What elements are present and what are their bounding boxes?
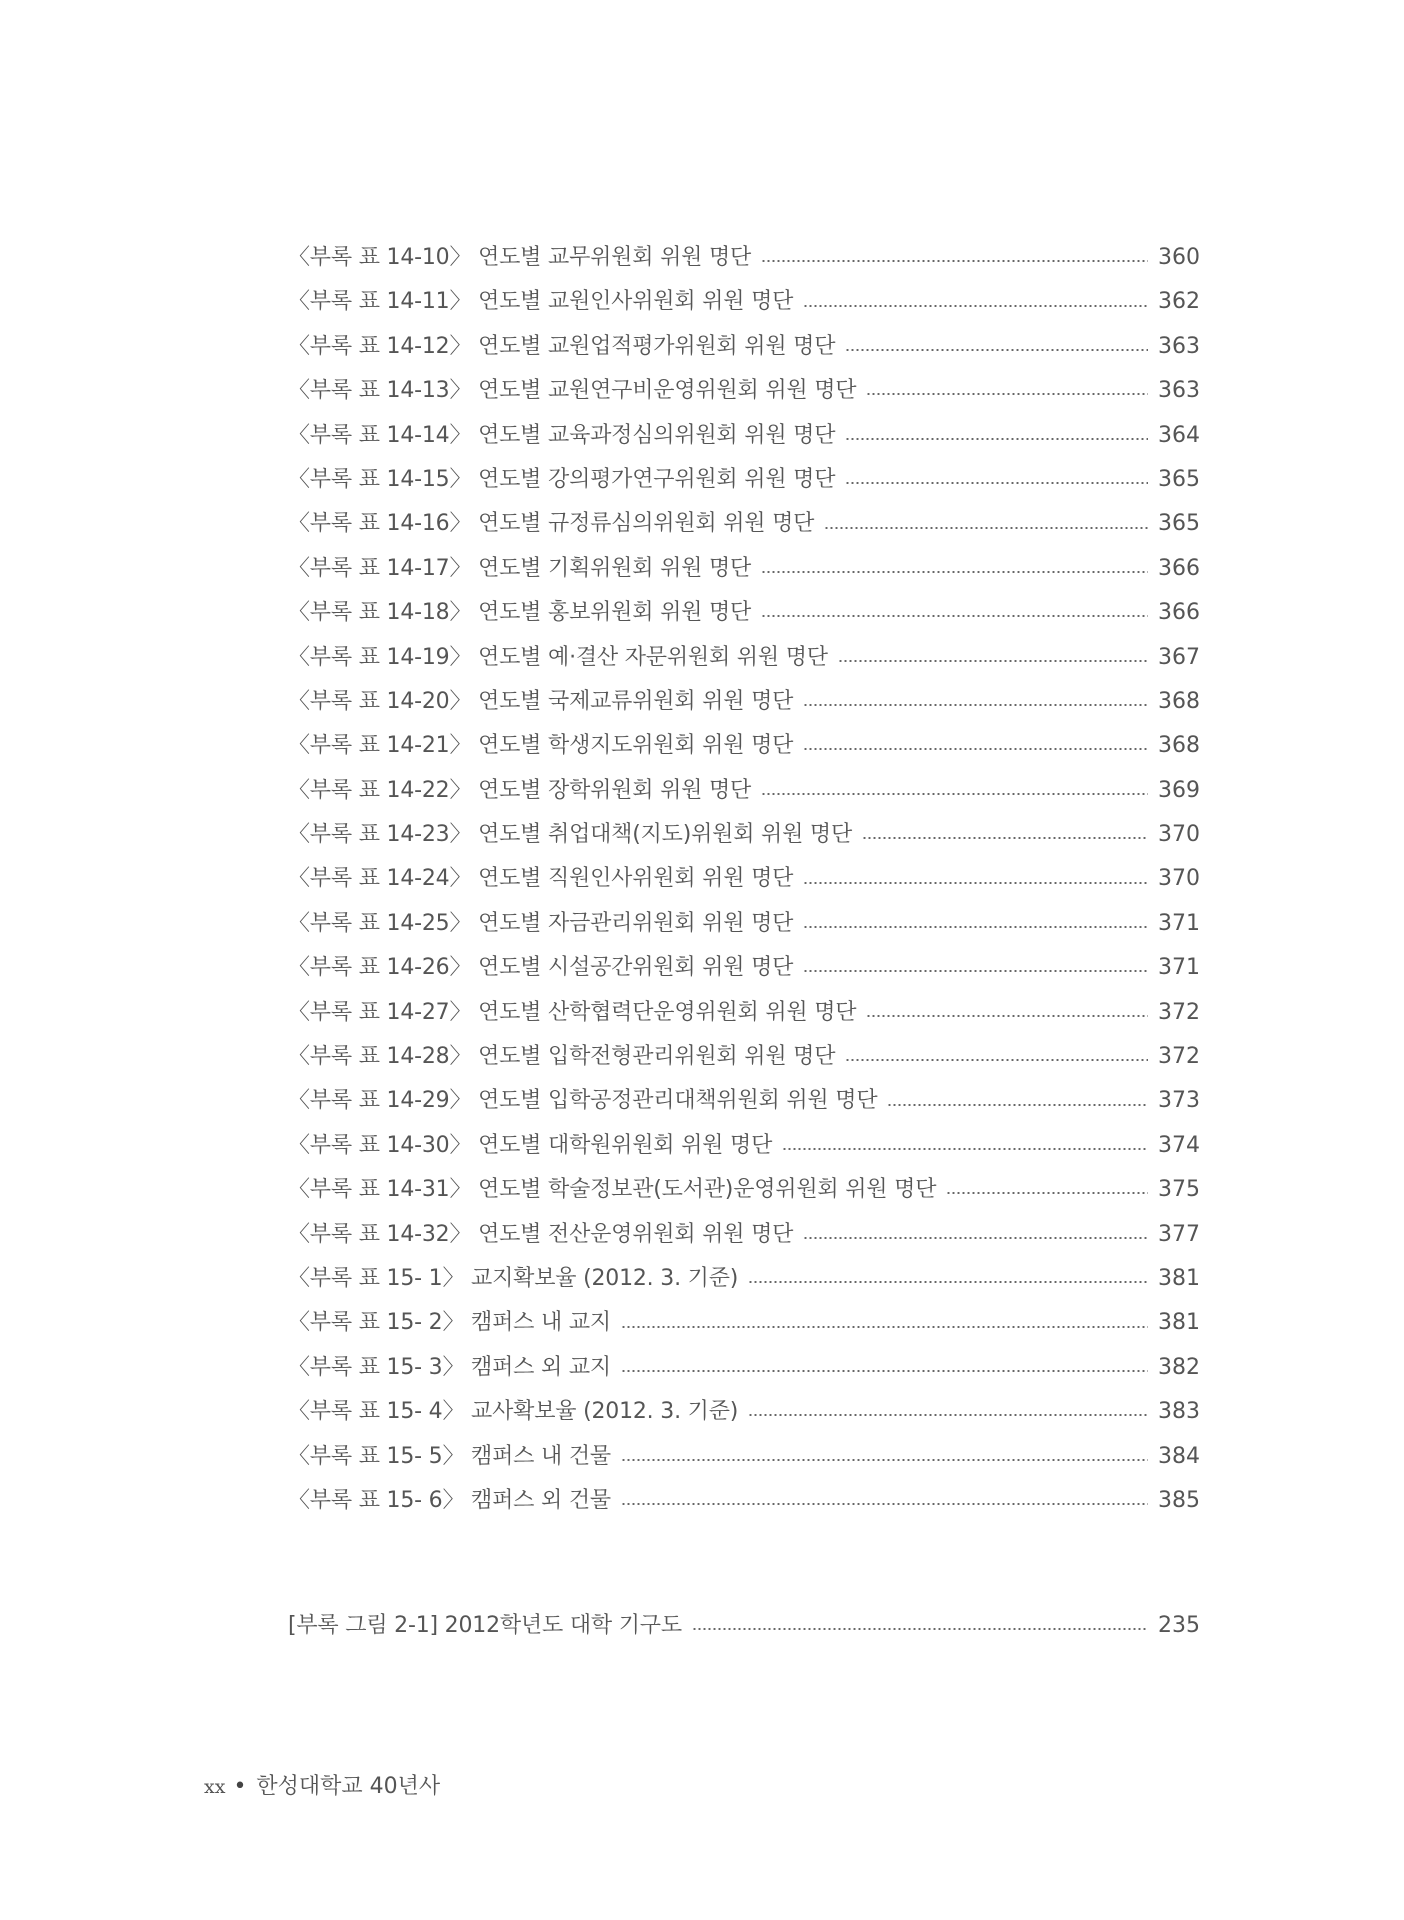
toc-entry-title: 〈부록 표 14-23〉 연도별 취업대책(지도)위원회 위원 명단 <box>288 822 853 848</box>
toc-entry-page: 365 <box>1158 511 1200 537</box>
dot-leader <box>845 349 1148 351</box>
toc-entry-title: 〈부록 표 14-21〉 연도별 학생지도위원회 위원 명단 <box>288 733 794 759</box>
toc-entry <box>288 1604 1200 1648</box>
toc-entry <box>288 946 1200 990</box>
footer-bullet: • <box>233 1774 247 1799</box>
dot-leader <box>803 882 1148 884</box>
toc-entry-title: 〈부록 표 14-11〉 연도별 교원인사위원회 위원 명단 <box>288 289 794 315</box>
toc-entry-title: 〈부록 표 15- 1〉 교지확보율 (2012. 3. 기준) <box>288 1265 739 1291</box>
toc-entry-page: 385 <box>1158 1487 1200 1513</box>
toc-entry <box>288 1035 1200 1079</box>
toc-entry-page: 377 <box>1158 1221 1200 1247</box>
dot-leader <box>803 926 1148 928</box>
toc-entry-title: 〈부록 표 15- 5〉 캠퍼스 내 건물 <box>288 1443 611 1469</box>
toc-entry <box>288 414 1200 458</box>
toc-entry-title: 〈부록 표 14-32〉 연도별 전산운영위원회 위원 명단 <box>288 1221 794 1247</box>
toc-entry-page: 370 <box>1158 866 1200 892</box>
toc-entry-page: 363 <box>1158 333 1200 359</box>
toc-entry-title: 〈부록 표 14-25〉 연도별 자금관리위원회 위원 명단 <box>288 910 794 936</box>
toc-entry <box>288 1168 1200 1212</box>
toc-entry-title: 〈부록 표 15- 2〉 캠퍼스 내 교지 <box>288 1310 611 1336</box>
dot-leader <box>748 1281 1148 1283</box>
toc-entry <box>288 1079 1200 1123</box>
dot-leader <box>748 1414 1148 1416</box>
dot-leader <box>621 1326 1148 1328</box>
toc-entry-title: 〈부록 표 14-26〉 연도별 시설공간위원회 위원 명단 <box>288 955 794 981</box>
toc-entry-page: 368 <box>1158 688 1200 714</box>
toc-entry <box>288 1124 1200 1168</box>
toc-entry <box>288 1257 1200 1301</box>
toc-entry-page: 370 <box>1158 822 1200 848</box>
toc-entry <box>288 1213 1200 1257</box>
dot-leader <box>803 704 1148 706</box>
toc-entry-title: 〈부록 표 14-19〉 연도별 예·결산 자문위원회 위원 명단 <box>288 644 828 670</box>
toc-entry-title: 〈부록 표 14-30〉 연도별 대학원위원회 위원 명단 <box>288 1132 773 1158</box>
toc-entry <box>288 1435 1200 1479</box>
toc-entry <box>288 1390 1200 1434</box>
toc-entry-title: 〈부록 표 14-27〉 연도별 산학협력단운영위원회 위원 명단 <box>288 999 857 1025</box>
toc-entry-title: 〈부록 표 14-20〉 연도별 국제교류위원회 위원 명단 <box>288 688 794 714</box>
dot-leader <box>803 305 1148 307</box>
toc-entry <box>288 1479 1200 1523</box>
dot-leader <box>761 260 1148 262</box>
toc-entry <box>288 369 1200 413</box>
dot-leader <box>621 1370 1148 1372</box>
dot-leader <box>838 660 1148 662</box>
dot-leader <box>946 1192 1148 1194</box>
appendix-figure-list <box>288 1604 1200 1648</box>
toc-entry-page: 373 <box>1158 1088 1200 1114</box>
toc-entry-page: 371 <box>1158 955 1200 981</box>
toc-entry-page: 365 <box>1158 466 1200 492</box>
toc-entry-page: 364 <box>1158 422 1200 448</box>
toc-entry <box>288 1301 1200 1345</box>
toc-entry <box>288 769 1200 813</box>
toc-entry-page: 369 <box>1158 777 1200 803</box>
dot-leader <box>803 748 1148 750</box>
toc-entry-page: 372 <box>1158 999 1200 1025</box>
dot-leader <box>621 1503 1148 1505</box>
footer-page-number: xx <box>204 1776 226 1798</box>
toc-entry-page: 366 <box>1158 600 1200 626</box>
toc-entry <box>288 680 1200 724</box>
toc-entry-title: 〈부록 표 14-10〉 연도별 교무위원회 위원 명단 <box>288 245 752 270</box>
toc-entry-title: 〈부록 표 14-12〉 연도별 교원업적평가위원회 위원 명단 <box>288 333 836 359</box>
toc-entry-page: 366 <box>1158 555 1200 581</box>
toc-entry-page: 360 <box>1158 245 1200 270</box>
toc-entry-title: [부록 그림 2-1] 2012학년도 대학 기구도 <box>288 1613 682 1638</box>
footer-book-title: 한성대학교 40년사 <box>256 1774 441 1799</box>
toc-entry <box>288 280 1200 324</box>
toc-entry <box>288 325 1200 369</box>
toc-entry <box>288 236 1200 280</box>
dot-leader <box>845 438 1148 440</box>
toc-entry-title: 〈부록 표 14-17〉 연도별 기획위원회 위원 명단 <box>288 555 752 581</box>
toc-entry-page: 235 <box>1158 1613 1200 1638</box>
toc-entry-title: 〈부록 표 14-16〉 연도별 규정류심의위원회 위원 명단 <box>288 511 815 537</box>
toc-entry-page: 382 <box>1158 1354 1200 1380</box>
toc-entry <box>288 991 1200 1035</box>
toc-entry <box>288 902 1200 946</box>
dot-leader <box>824 527 1148 529</box>
appendix-table-list <box>288 236 1200 1523</box>
dot-leader <box>761 615 1148 617</box>
dot-leader <box>761 793 1148 795</box>
toc-entry-title: 〈부록 표 14-18〉 연도별 홍보위원회 위원 명단 <box>288 600 752 626</box>
toc-entry <box>288 547 1200 591</box>
dot-leader <box>866 393 1148 395</box>
toc-entry-page: 375 <box>1158 1177 1200 1203</box>
toc-entry <box>288 857 1200 901</box>
toc-entry-title: 〈부록 표 14-13〉 연도별 교원연구비운영위원회 위원 명단 <box>288 378 857 404</box>
toc-entry <box>288 813 1200 857</box>
toc-entry-page: 363 <box>1158 378 1200 404</box>
toc-entry-page: 368 <box>1158 733 1200 759</box>
toc-entry-title: 〈부록 표 15- 6〉 캠퍼스 외 건물 <box>288 1487 611 1513</box>
toc-entry-title: 〈부록 표 14-14〉 연도별 교육과정심의위원회 위원 명단 <box>288 422 836 448</box>
toc-entry-title: 〈부록 표 15- 3〉 캠퍼스 외 교지 <box>288 1354 611 1380</box>
dot-leader <box>803 970 1148 972</box>
toc-entry <box>288 1346 1200 1390</box>
toc-entry-title: 〈부록 표 14-24〉 연도별 직원인사위원회 위원 명단 <box>288 866 794 892</box>
toc-entry-page: 384 <box>1158 1443 1200 1469</box>
dot-leader <box>866 1015 1148 1017</box>
dot-leader <box>845 482 1148 484</box>
toc-entry-title: 〈부록 표 14-28〉 연도별 입학전형관리위원회 위원 명단 <box>288 1044 836 1070</box>
toc-entry-title: 〈부록 표 14-29〉 연도별 입학공정관리대책위원회 위원 명단 <box>288 1088 878 1114</box>
page-footer <box>204 1772 440 1802</box>
dot-leader <box>692 1628 1148 1630</box>
toc-entry <box>288 458 1200 502</box>
toc-entry-title: 〈부록 표 14-22〉 연도별 장학위원회 위원 명단 <box>288 777 752 803</box>
toc-entry-page: 372 <box>1158 1044 1200 1070</box>
toc-entry <box>288 724 1200 768</box>
dot-leader <box>621 1459 1148 1461</box>
dot-leader <box>887 1104 1148 1106</box>
dot-leader <box>761 571 1148 573</box>
toc-entry-page: 374 <box>1158 1132 1200 1158</box>
toc-entry-title: 〈부록 표 15- 4〉 교사확보율 (2012. 3. 기준) <box>288 1399 739 1425</box>
toc-entry-title: 〈부록 표 14-15〉 연도별 강의평가연구위원회 위원 명단 <box>288 466 836 492</box>
toc-entry <box>288 591 1200 635</box>
toc-entry <box>288 502 1200 546</box>
dot-leader <box>803 1237 1148 1239</box>
toc-entry-page: 381 <box>1158 1265 1200 1291</box>
dot-leader <box>845 1059 1148 1061</box>
toc-entry-page: 362 <box>1158 289 1200 315</box>
toc-entry-title: 〈부록 표 14-31〉 연도별 학술정보관(도서관)운영위원회 위원 명단 <box>288 1177 937 1203</box>
toc-entry-page: 371 <box>1158 910 1200 936</box>
toc-entry-page: 381 <box>1158 1310 1200 1336</box>
toc-entry-page: 383 <box>1158 1399 1200 1425</box>
toc-entry <box>288 636 1200 680</box>
dot-leader <box>862 837 1148 839</box>
toc-entry-page: 367 <box>1158 644 1200 670</box>
dot-leader <box>782 1148 1148 1150</box>
